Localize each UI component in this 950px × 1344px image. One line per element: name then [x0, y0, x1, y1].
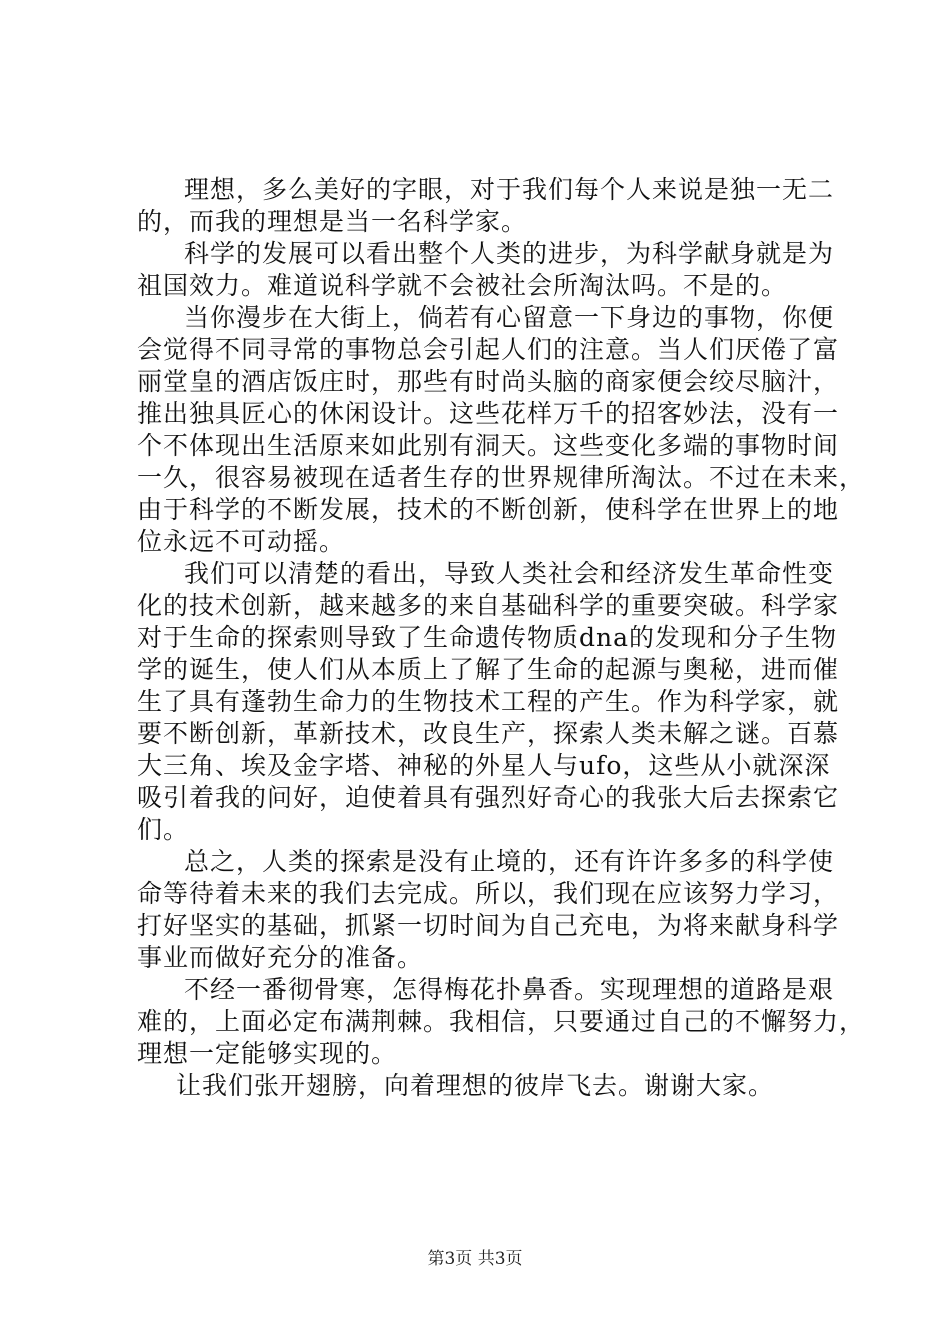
- paragraph-line: 理想，多么美好的字眼，对于我们每个人来说是独一无二: [184, 175, 835, 204]
- paragraph-line: 事业而做好充分的准备。: [137, 943, 424, 972]
- paragraph-line: 们。: [137, 815, 190, 844]
- paragraph-line: 打好坚实的基础，抓紧一切时间为自己充电，为将来献身科学: [137, 911, 840, 940]
- paragraph-line: 化的技术创新，越来越多的来自基础科学的重要突破。科学家: [137, 591, 840, 620]
- paragraph-line: 要不断创新，革新技术，改良生产，探索人类未解之谜。百慕: [137, 719, 840, 748]
- paragraph-7: [137, 1070, 841, 1102]
- body-text: [137, 174, 866, 1102]
- paragraph-line: 位永远不可动摇。: [137, 527, 346, 556]
- paragraph-line: 我们可以清楚的看出，导致人类社会和经济发生革命性变: [184, 559, 835, 588]
- paragraph-line: 丽堂皇的酒店饭庄时，那些有时尚头脑的商家便会绞尽脑汁，: [137, 367, 840, 396]
- paragraph-line: 对于生命的探索则导致了生命遗传物质dna的发现和分子生物: [137, 623, 838, 652]
- paragraph-5: [137, 846, 841, 974]
- page-number-footer: 第3页 共3页: [427, 1249, 523, 1269]
- paragraph-line: 命等待着未来的我们去完成。所以，我们现在应该努力学习，: [137, 879, 840, 908]
- paragraph-line: 的，而我的理想是当一名科学家。: [137, 207, 528, 236]
- paragraph-line: 总之，人类的探索是没有止境的，还有许许多多的科学使: [184, 847, 835, 876]
- paragraph-line: 祖国效力。难道说科学就不会被社会所淘汰吗。不是的。: [137, 271, 788, 300]
- paragraph-line: 个不体现出生活原来如此别有洞天。这些变化多端的事物时间: [137, 431, 840, 460]
- paragraph-1: [137, 174, 841, 238]
- paragraph-4: [137, 558, 841, 846]
- paragraph-2: [137, 238, 841, 302]
- paragraph-line: 一久，很容易被现在适者生存的世界规律所淘汰。不过在未来，: [137, 463, 866, 492]
- paragraph-line: 科学的发展可以看出整个人类的进步，为科学献身就是为: [184, 239, 835, 268]
- paragraph-line: 当你漫步在大街上，倘若有心留意一下身边的事物，你便: [184, 303, 835, 332]
- paragraph-line: 让我们张开翅膀，向着理想的彼岸飞去。谢谢大家。: [176, 1071, 775, 1100]
- paragraph-line: 难的，上面必定布满荆棘。我相信，只要通过自己的不懈努力，: [137, 1007, 866, 1036]
- paragraph-line: 会觉得不同寻常的事物总会引起人们的注意。当人们厌倦了富: [137, 335, 840, 364]
- paragraph-line: 大三角、埃及金字塔、神秘的外星人与ufo，这些从小就深深: [137, 751, 831, 780]
- paragraph-line: 由于科学的不断发展，技术的不断创新，使科学在世界上的地: [137, 495, 840, 524]
- paragraph-6: [137, 974, 866, 1070]
- paragraph-line: 学的诞生，使人们从本质上了解了生命的起源与奥秘，进而催: [137, 655, 840, 684]
- paragraph-line: 生了具有蓬勃生命力的生物技术工程的产生。作为科学家，就: [137, 687, 840, 716]
- paragraph-line: 不经一番彻骨寒，怎得梅花扑鼻香。实现理想的道路是艰: [184, 975, 835, 1004]
- paragraph-line: 吸引着我的问好，迫使着具有强烈好奇心的我张大后去探索它: [137, 783, 840, 812]
- paragraph-3: [137, 302, 866, 558]
- paragraph-line: 推出独具匠心的休闲设计。这些花样万千的招客妙法，没有一: [137, 399, 840, 428]
- paragraph-line: 理想一定能够实现的。: [137, 1039, 398, 1068]
